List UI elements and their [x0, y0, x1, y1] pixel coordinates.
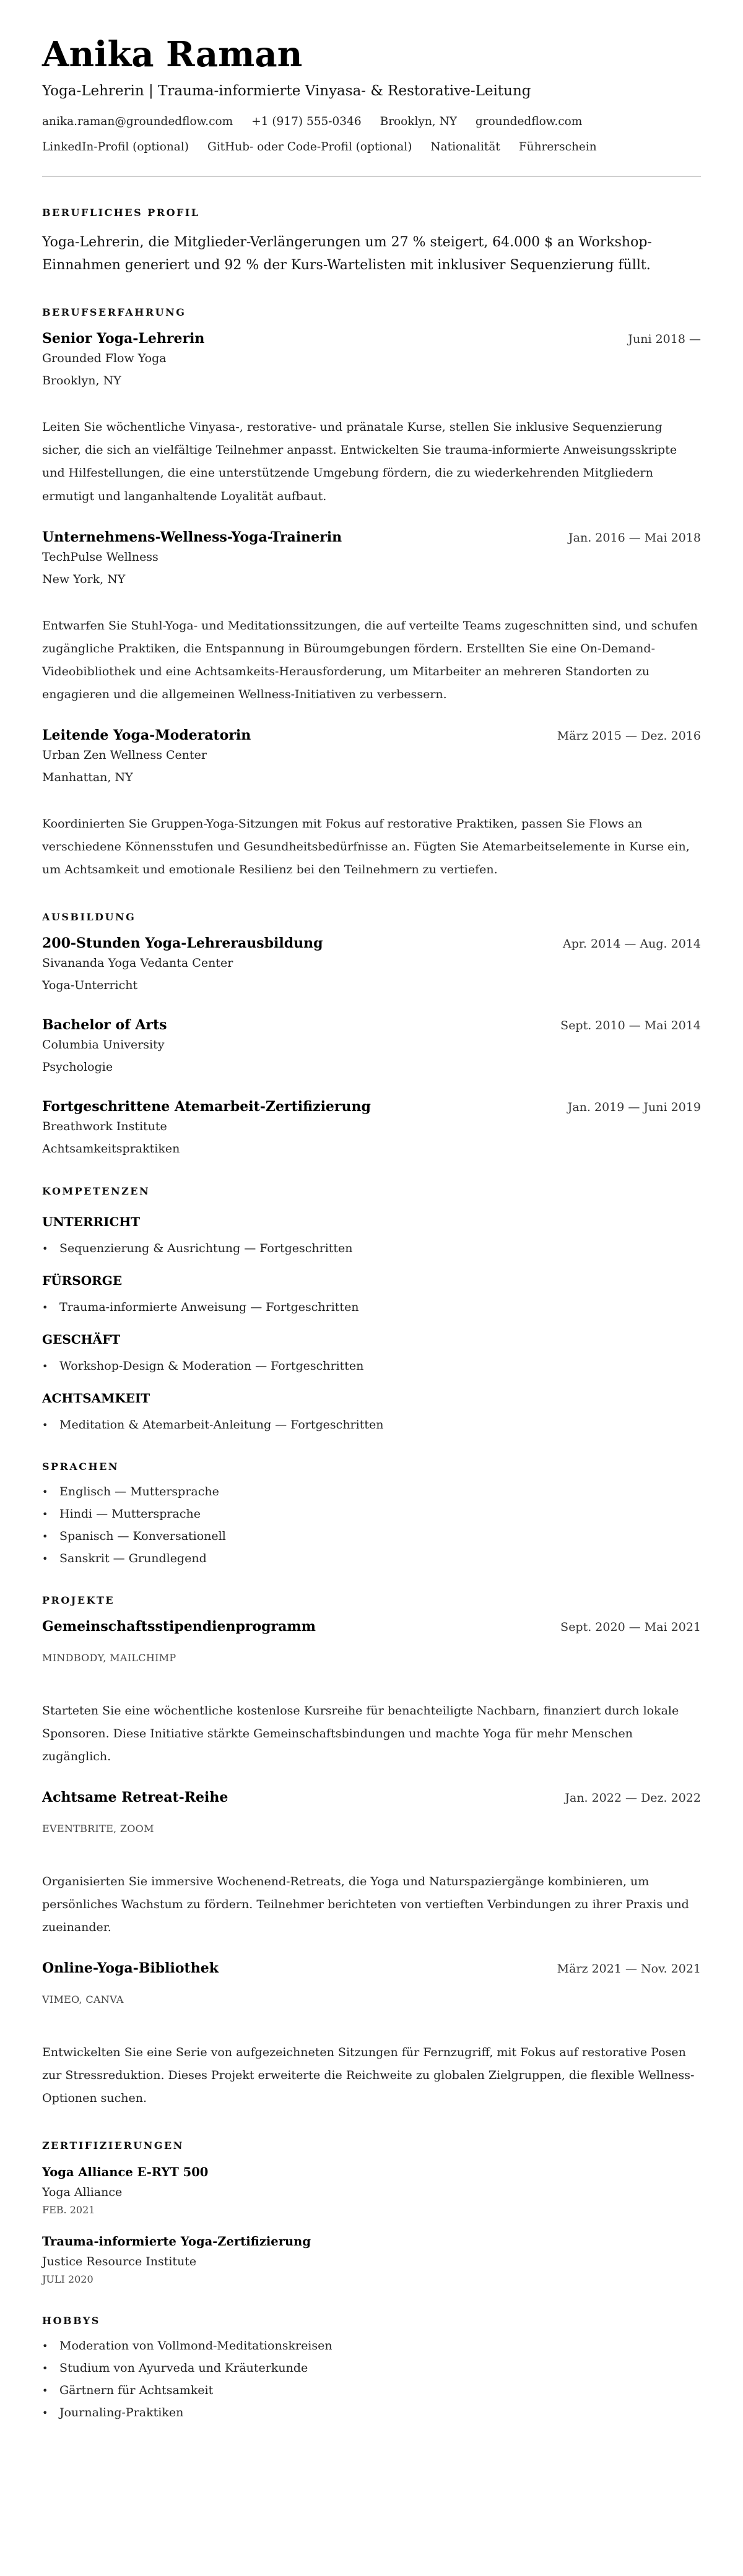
- skill-category: GESCHÄFT: [42, 1331, 121, 1347]
- project-description: Entwickelten Sie eine Serie von aufgezeichneten Sitzungen für Fernzugriff, mit Fokus auf restorative Posen zur Stressreduktion. Dieses Projekt erweiterte die Reichweite zu globalen Zielgruppen, die flexible Wellness-Optionen suchen.: [42, 2046, 695, 2106]
- contact-info: [42, 115, 701, 128]
- github-link[interactable]: GitHub- oder Code-Profil (optional): [207, 140, 412, 153]
- section-title: PROJEKTE: [42, 1594, 115, 1606]
- job-location: New York, NY: [42, 572, 126, 586]
- section-title: AUSBILDUNG: [42, 910, 136, 923]
- project-entry: [42, 1619, 701, 1768]
- project-dates: März 2021 — Nov. 2021: [557, 1962, 701, 1976]
- project-tools: VIMEO, CANVA: [42, 1994, 124, 2006]
- skill-item: • Meditation & Atemarbeit-Anleitung — Fortgeschritten: [59, 1419, 701, 1431]
- school: Breathwork Institute: [42, 1119, 167, 1133]
- profile-links: [42, 140, 701, 153]
- section-projects: [42, 1594, 701, 2110]
- skill-category: UNTERRICHT: [42, 1214, 141, 1229]
- job-title: Unternehmens-Wellness-Yoga-Trainerin: [42, 529, 342, 545]
- education-entry: [42, 1017, 701, 1074]
- email[interactable]: anika.raman@groundedflow.com: [42, 115, 233, 128]
- language-list: [42, 1486, 701, 1565]
- certification-entry: [42, 2234, 701, 2285]
- certification-name: Trauma-informierte Yoga-Zertifizierung: [42, 2234, 311, 2249]
- project-entry: [42, 1789, 701, 1939]
- section-skills: [42, 1185, 701, 1431]
- job-dates: Jan. 2016 — Mai 2018: [568, 530, 701, 545]
- section-title: BERUFLICHES PROFIL: [42, 206, 200, 218]
- hobby-item: • Journaling-Praktiken: [59, 2407, 701, 2419]
- project-dates: Jan. 2022 — Dez. 2022: [565, 1791, 701, 1805]
- project-description: Starteten Sie eine wöchentliche kostenlose Kursreihe für benachteiligte Nachbarn, finanziert durch lokale Sponsoren. Diese Initiative stärkte Gemeinschaftsbindungen und machte Yoga für mehr Menschen zugänglich.: [42, 1703, 679, 1763]
- job-location: Brooklyn, NY: [42, 374, 121, 388]
- profile-summary: Yoga-Lehrerin, die Mitglieder-Verlängerungen um 27 % steigert, 64.000 $ an Workshop-Einnahmen generiert und 92 % der Kurs-Wartelisten mit inklusiver Sequenzierung füllt.: [42, 234, 652, 273]
- job-dates: März 2015 — Dez. 2016: [557, 728, 701, 743]
- section-title: HOBBYS: [42, 2315, 100, 2327]
- project-description: Organisierten Sie immersive Wochenend-Retreats, die Yoga und Naturspaziergänge kombinieren, um persönliches Wachstum zu fördern. Teilnehmer berichteten von vertieften Verbindungen zu ihrer Praxis und zueinander.: [42, 1875, 689, 1935]
- school: Columbia University: [42, 1037, 165, 1052]
- project-tools: MINDBODY, MAILCHIMP: [42, 1651, 176, 1664]
- experience-entry: [42, 529, 701, 706]
- degree: Bachelor of Arts: [42, 1016, 167, 1033]
- language-item: • Englisch — Muttersprache: [59, 1486, 701, 1498]
- certification-issuer: Justice Resource Institute: [42, 2255, 197, 2269]
- hobby-item: • Moderation von Vollmond-Meditationskreisen: [59, 2340, 701, 2352]
- experience-entry: [42, 727, 701, 881]
- section-languages: [42, 1461, 701, 1565]
- skill-item: • Workshop-Design & Moderation — Fortgeschritten: [59, 1360, 701, 1372]
- header-divider: [42, 176, 701, 177]
- job-title: Leitende Yoga-Moderatorin: [42, 727, 251, 743]
- hobby-item: • Studium von Ayurveda und Kräuterkunde: [59, 2362, 701, 2374]
- section-profile: [42, 207, 701, 277]
- education-entry: [42, 935, 701, 992]
- drivers-license: Führerschein: [518, 140, 597, 153]
- phone[interactable]: +1 (917) 555-0346: [251, 115, 362, 128]
- candidate-name: Anika Raman: [42, 34, 303, 75]
- section-title: BERUFSERFAHRUNG: [42, 306, 186, 319]
- section-title: ZERTIFIZIERUNGEN: [42, 2140, 184, 2152]
- language-item: • Spanisch — Konversationell: [59, 1531, 701, 1542]
- nationality: Nationalität: [430, 140, 500, 153]
- job-description: Entwarfen Sie Stuhl-Yoga- und Meditationssitzungen, die auf verteilte Teams zugeschnitten sind, und schufen zugängliche Praktiken, die Entspannung in Büroumgebungen fördern. Erstellten Sie eine On-Demand-Videobibliothek und eine Achtsamkeits-Herausforderung, um Mitarbeiter an mehreren Standorten zu engagieren und die allgemeinen Wellness-Initiativen zu verbessern.: [42, 618, 698, 701]
- job-dates: Juni 2018 —: [628, 332, 701, 347]
- employer: Grounded Flow Yoga: [42, 352, 167, 366]
- language-item: • Sanskrit — Grundlegend: [59, 1553, 701, 1565]
- skill-list: [42, 1419, 701, 1431]
- certification-issuer: Yoga Alliance: [42, 2185, 123, 2200]
- job-title: Senior Yoga-Lehrerin: [42, 331, 205, 347]
- education-dates: Jan. 2019 — Juni 2019: [567, 1100, 701, 1114]
- job-description: Leiten Sie wöchentliche Vinyasa-, restorative- und pränatale Kurse, stellen Sie inklusive Sequenzierung sicher, die sich an vielfältige Teilnehmer anpasst. Entwickelten Sie trauma-informierte Anweisungsskripte und Hilfestellungen, die eine unterstützende Umgebung fördern, die zu wiederkehrenden Mitgliedern ermutigt und langanhaltende Loyalität aufbaut.: [42, 420, 677, 503]
- certification-date: JULI 2020: [42, 2273, 93, 2286]
- hobby-list: [42, 2340, 701, 2419]
- linkedin-link[interactable]: LinkedIn-Profil (optional): [42, 140, 189, 153]
- education-entry: [42, 1099, 701, 1156]
- education-dates: Sept. 2010 — Mai 2014: [560, 1018, 701, 1032]
- field-of-study: Yoga-Unterricht: [42, 978, 138, 992]
- location: Brooklyn, NY: [380, 115, 457, 128]
- employer: TechPulse Wellness: [42, 550, 159, 564]
- skill-item: • Trauma-informierte Anweisung — Fortgeschritten: [59, 1302, 701, 1313]
- project-tools: EVENTBRITE, ZOOM: [42, 1823, 154, 1835]
- experience-entry: [42, 331, 701, 508]
- field-of-study: Psychologie: [42, 1060, 113, 1074]
- certification-date: FEB. 2021: [42, 2204, 95, 2216]
- section-title: KOMPETENZEN: [42, 1185, 150, 1197]
- skill-item: • Sequenzierung & Ausrichtung — Fortgeschritten: [59, 1243, 701, 1255]
- section-title: SPRACHEN: [42, 1460, 119, 1472]
- language-item: • Hindi — Muttersprache: [59, 1508, 701, 1520]
- skill-category: ACHTSAMKEIT: [42, 1390, 150, 1406]
- job-description: Koordinierten Sie Gruppen-Yoga-Sitzungen mit Fokus auf restorative Praktiken, passen Sie Flows an verschiedene Könnensstufen und Gesundheitsbedürfnisse an. Fügten Sie Atemarbeitselemente in Kurse ein, um Achtsamkeit und emotionale Resilienz bei den Teilnehmern zu vertiefen.: [42, 816, 690, 876]
- project-name: Online-Yoga-Bibliothek: [42, 1960, 219, 1977]
- degree: Fortgeschrittene Atemarbeit-Zertifizierung: [42, 1098, 371, 1115]
- section-hobbies: [42, 2315, 701, 2419]
- field-of-study: Achtsamkeitspraktiken: [42, 1141, 180, 1156]
- website[interactable]: groundedflow.com: [475, 115, 583, 128]
- certification-entry: [42, 2165, 701, 2216]
- skill-list: [42, 1360, 701, 1372]
- resume-header: [42, 36, 701, 177]
- section-experience: [42, 306, 701, 881]
- hobby-item: • Gärtnern für Achtsamkeit: [59, 2385, 701, 2397]
- job-location: Manhattan, NY: [42, 770, 133, 784]
- headline: Yoga-Lehrerin | Trauma-informierte Vinyasa- & Restorative-Leitung: [42, 82, 531, 99]
- degree: 200-Stunden Yoga-Lehrerausbildung: [42, 935, 323, 951]
- education-dates: Apr. 2014 — Aug. 2014: [563, 936, 701, 951]
- project-entry: [42, 1960, 701, 2110]
- certification-name: Yoga Alliance E-RYT 500: [42, 2165, 209, 2180]
- skill-list: [42, 1302, 701, 1313]
- skill-category: FÜRSORGE: [42, 1273, 123, 1288]
- skill-list: [42, 1243, 701, 1255]
- section-certifications: [42, 2140, 701, 2285]
- project-name: Gemeinschaftsstipendienprogramm: [42, 1618, 316, 1635]
- project-name: Achtsame Retreat-Reihe: [42, 1789, 228, 1806]
- school: Sivananda Yoga Vedanta Center: [42, 956, 233, 970]
- project-dates: Sept. 2020 — Mai 2021: [560, 1620, 701, 1634]
- section-education: [42, 911, 701, 1156]
- employer: Urban Zen Wellness Center: [42, 748, 207, 762]
